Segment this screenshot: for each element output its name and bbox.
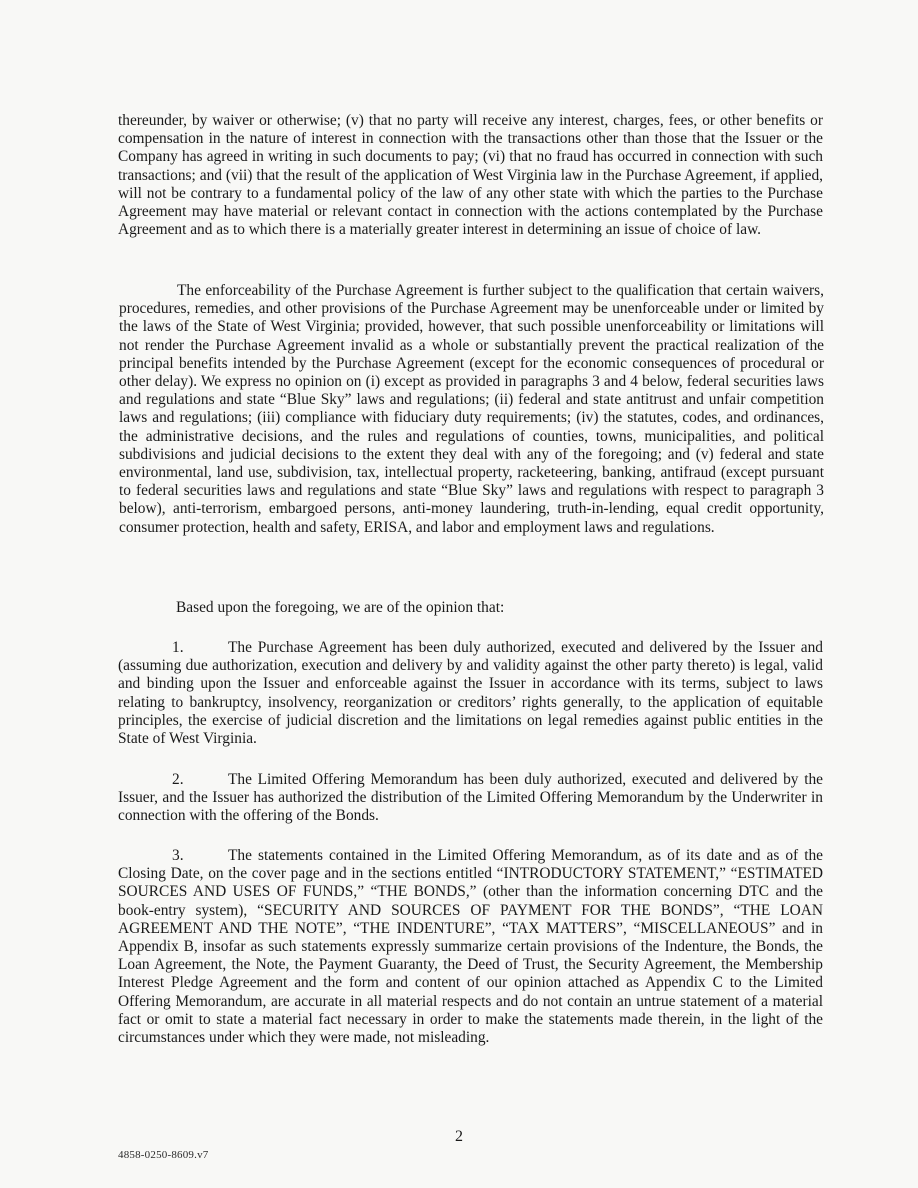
item-text: The Limited Offering Memorandum has been duly authorized, executed and delivered by the Issuer, and the Issuer has authorized the distribution of the Limited Offering Memorandum by the Underwriter in connection with the offering of the Bonds.	[118, 771, 823, 825]
opinion-intro: Based upon the foregoing, we are of the opinion that:	[176, 599, 505, 616]
item-number: 1.	[172, 639, 184, 656]
document-id: 4858-0250-8609.v7	[118, 1149, 209, 1161]
opinion-item-1	[118, 639, 823, 748]
item-text: The statements contained in the Limited Offering Memorandum, as of its date and as of the Closing Date, on the cover page and in the sections entitled “INTRODUCTORY STATEMENT,” “ESTIMATED SOURCES AND USES OF FUNDS,” “THE BONDS,” (other than the information concerning DTC and the book-entry system), “SECURITY AND SOURCES OF PAYMENT FOR THE BONDS”, “THE LOAN AGREEMENT AND THE NOTE”, “THE INDENTURE”, “TAX MATTERS”, “MISCELLANEOUS” and in Appendix B, insofar as such statements expressly summarize certain provisions of the Indenture, the Bonds, the Loan Agreement, the Note, the Payment Guaranty, the Deed of Trust, the Security Agreement, the Membership Interest Pledge Agreement and the form and content of our opinion attached as Appendix C to the Limited Offering Memorandum, are accurate in all material respects and do not contain an untrue statement of a material fact or omit to state a material fact necessary in order to make the statements made therein, in the light of the circumstances under which they were made, not misleading.	[118, 847, 823, 1047]
opinion-item-2	[118, 771, 823, 826]
item-number: 3.	[172, 847, 184, 864]
item-text: The Purchase Agreement has been duly authorized, executed and delivered by the Issuer and (assuming due authorization, execution and delivery by and validity against the other party thereto) is legal, valid and binding upon the Issuer and enforceable against the Issuer in accordance with its terms, subject to laws relating to bankruptcy, insolvency, reorganization or creditors’ rights generally, to the application of equitable principles, the exercise of judicial discretion and the limitations on legal remedies against public entities in the State of West Virginia.	[118, 639, 823, 748]
page-number: 2	[455, 1128, 463, 1145]
paragraph-continuation: thereunder, by waiver or otherwise; (v) that no party will receive any interest, charges, fees, or other benefits or compensation in the nature of interest in connection with the transactions other than those that the Issuer or the Company has agreed in writing in such documents to pay; (vi) that no fraud has occurred in connection with such transactions; and (vii) that the result of the application of West Virginia law in the Purchase Agreement, if applied, will not be contrary to a fundamental policy of the law of any other state with which the parties to the Purchase Agreement may have material or relevant contact in connection with the actions contemplated by the Purchase Agreement and as to which there is a materially greater interest in determining an issue of choice of law.	[118, 112, 823, 239]
item-number: 2.	[172, 771, 184, 788]
paragraph-enforceability: The enforceability of the Purchase Agreement is further subject to the qualification that certain waivers, procedures, remedies, and other provisions of the Purchase Agreement may be unenforceable under or limited by the laws of the State of West Virginia; provided, however, that such possible unenforceability or limitations will not render the Purchase Agreement invalid as a whole or substantially prevent the practical realization of the principal benefits intended by the Purchase Agreement (except for the economic consequences of procedural or other delay). We express no opinion on (i) except as provided in paragraphs 3 and 4 below, federal securities laws and regulations and state “Blue Sky” laws and regulations; (ii) federal and state antitrust and unfair competition laws and regulations; (iii) compliance with fiduciary duty requirements; (iv) the statutes, codes, and ordinances, the administrative decisions, and the rules and regulations of counties, towns, municipalities, and political subdivisions and judicial decisions to the extent they deal with any of the foregoing; and (v) federal and state environmental, land use, subdivision, tax, intellectual property, racketeering, banking, antifraud (except pursuant to federal securities laws and regulations and state “Blue Sky” laws and regulations with respect to paragraph 3 below), anti-terrorism, embargoed persons, anti-money laundering, truth-in-lending, equal credit opportunity, consumer protection, health and safety, ERISA, and labor and employment laws and regulations.	[119, 282, 824, 536]
opinion-item-3	[118, 847, 823, 1047]
